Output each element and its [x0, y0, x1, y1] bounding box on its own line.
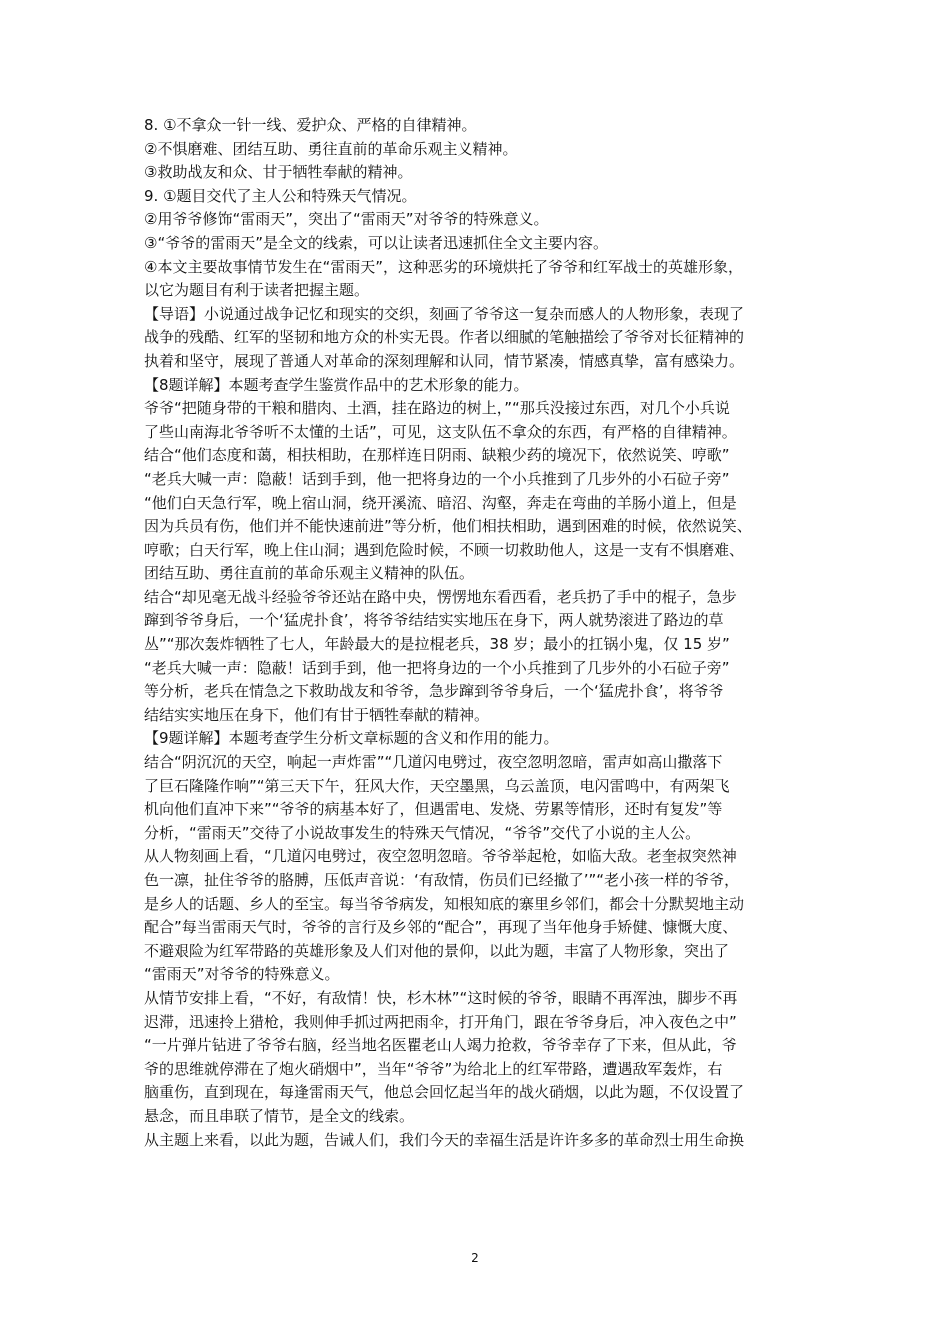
text-line: 分析，“雷雨天”交待了小说故事发生的特殊天气情况，“爷爷”交代了小说的主人公。: [144, 823, 701, 842]
document-body: [144, 114, 820, 1152]
text-line: 结合“他们态度和蔼，相扶相助，在那样连日阴雨、缺粮少药的境况下，依然说笑、哼歌”: [144, 446, 730, 465]
text-line: 结结实实地压在身下，他们有甘于牺牲奉献的精神。: [144, 705, 490, 724]
text-line: 悬念，而且串联了情节，是全文的线索。: [144, 1106, 415, 1125]
text-line: 丛”“那次轰炸牺牲了七人，年龄最大的是拉棍老兵，38 岁；最小的扛锅小鬼，仅 15 岁”: [144, 635, 730, 654]
text-line: 因为兵员有伤，他们并不能快速前进”等分析，他们相扶相助，遇到困难的时候，依然说笑、: [144, 517, 752, 536]
text-line: 机向他们直冲下来”“爷爷的病基本好了，但遇雷电、发烧、劳累等情形，还时有复发”等: [144, 800, 723, 819]
text-line: 8. ①不拿众一针一线、爱护众、严格的自律精神。: [144, 116, 477, 134]
text-line: 不避艰险为红军带路的英雄形象及人们对他的景仰，以此为题，丰富了人物形象，突出了: [144, 941, 730, 960]
text-line: 9. ①题目交代了主人公和特殊天气情况。: [144, 186, 417, 205]
text-line: 团结互助、勇往直前的革命乐观主义精神的队伍。: [144, 564, 475, 583]
text-line: 爷爷“把随身带的干粮和腊肉、土酒，挂在路边的树上，”“那兵没接过东西，对几个小兵说: [144, 399, 730, 418]
text-line: 从主题上来看，以此为题，告诫人们，我们今天的幸福生活是许许多多的革命烈士用生命换: [144, 1130, 745, 1149]
text-line: 了巨石隆隆作响”“第三天下午，狂风大作，天空墨黑，乌云盖顶，电闪雷鸣中，有两架飞: [144, 776, 730, 795]
text-line: “雷雨天”对爷爷的特殊意义。: [144, 965, 340, 984]
text-line: 执着和坚守，展现了普通人对革命的深刻理解和认同，情节紧凑，情感真挚，富有感染力。: [144, 351, 745, 370]
text-line: 脑重伤，直到现在，每逢雷雨天气，他总会回忆起当年的战火硝烟，以此为题，不仅设置了: [144, 1083, 745, 1102]
text-line: 以它为题目有利于读者把握主题。: [144, 281, 370, 300]
text-line: ③救助战友和众、甘于牺牲奉献的精神。: [144, 163, 413, 182]
text-line: ②用爷爷修饰“雷雨天”，突出了“雷雨天”对爷爷的特殊意义。: [144, 210, 549, 229]
text-line: 【导语】小说通过战争记忆和现实的交织，刻画了爷爷这一复杂而感人的人物形象，表现了: [144, 304, 745, 323]
text-line: “老兵大喊一声：隐蔽！话到手到，他一把将身边的一个小兵推到了几步外的小石砬子旁”: [144, 658, 730, 677]
text-line: 【8题详解】本题考查学生鉴赏作品中的艺术形象的能力。: [144, 375, 529, 394]
text-line: “他们白天急行军，晚上宿山洞，绕开溪流、暗沼、沟壑，奔走在弯曲的羊肠小道上，但是: [144, 493, 737, 512]
text-line: 爷的思维就停滞在了炮火硝烟中”，当年“爷爷”为给北上的红军带路，遭遇敌军轰炸，右: [144, 1059, 723, 1078]
text-line: 结合“阴沉沉的天空，响起一声炸雷”“几道闪电劈过，夜空忽明忽暗，雷声如高山撒落下: [144, 753, 723, 772]
text-line: “老兵大喊一声：隐蔽！话到手到，他一把将身边的一个小兵推到了几步外的小石砬子旁”: [144, 469, 730, 488]
text-line: 战争的残酷、红军的坚韧和地方众的朴实无畏。作者以细腻的笔触描绘了爷爷对长征精神的: [144, 328, 745, 347]
text-line: 【9题详解】本题考查学生分析文章标题的含义和作用的能力。: [144, 729, 559, 748]
text-line: 了些山南海北爷爷听不太懂的土话”，可见，这支队伍不拿众的东西，有严格的自律精神。: [144, 422, 737, 441]
text-line: 配合”每当雷雨天气时，爷爷的言行及乡邻的“配合”，再现了当年他身手矫健、慷慨大度、: [144, 918, 738, 937]
text-line: ②不惧磨难、团结互助、勇往直前的革命乐观主义精神。: [144, 139, 518, 158]
text-line: ④本文主要故事情节发生在“雷雨天”，这种恶劣的环境烘托了爷爷和红军战士的英雄形象，: [144, 257, 743, 276]
text-line: 色一凛，扯住爷爷的胳膊，压低声音说：‘有敌情，伤员们已经撤了’”“老小孩一样的爷爷，: [144, 871, 740, 889]
text-line: “一片弹片钻进了爷爷右脑，经当地名医瞿老山人竭力抢救，爷爷幸存了下来，但从此，爷: [144, 1036, 737, 1055]
text-line: 哼歌；白天行军，晚上住山洞；遇到危险时候，不顾一切救助他人，这是一支有不惧磨难、: [144, 540, 745, 559]
page-number: 2: [471, 1251, 479, 1265]
text-line: 从情节安排上看，“不好，有敌情！快，杉木林”“这时候的爷爷，眼睛不再浑浊，脚步不再: [144, 988, 738, 1007]
text-line: 蹿到爷爷身后，一个‘猛虎扑食’，将爷爷结结实实地压在身下，两人就势滚进了路边的草: [144, 611, 724, 630]
text-line: 迟滞，迅速拎上猎枪，我则伸手抓过两把雨伞，打开角门，跟在爷爷身后，冲入夜色之中”: [144, 1012, 737, 1031]
text-line: ③“爷爷的雷雨天”是全文的线索，可以让读者迅速抓住全文主要内容。: [144, 233, 608, 252]
text-line: 结合“却见毫无战斗经验爷爷还站在路中央，愣愣地东看西看，老兵扔了手中的棍子，急步: [144, 587, 737, 606]
text-line: 等分析，老兵在情急之下救助战友和爷爷，急步蹿到爷爷身后，一个‘猛虎扑食’，将爷爷: [144, 682, 724, 701]
text-line: 从人物刻画上看，“几道闪电劈过，夜空忽明忽暗。爷爷举起枪，如临大敌。老奎叔突然神: [144, 847, 737, 866]
text-line: 是乡人的话题、乡人的至宝。每当爷爷病发，知根知底的寨里乡邻们，都会十分默契地主动: [144, 894, 745, 913]
